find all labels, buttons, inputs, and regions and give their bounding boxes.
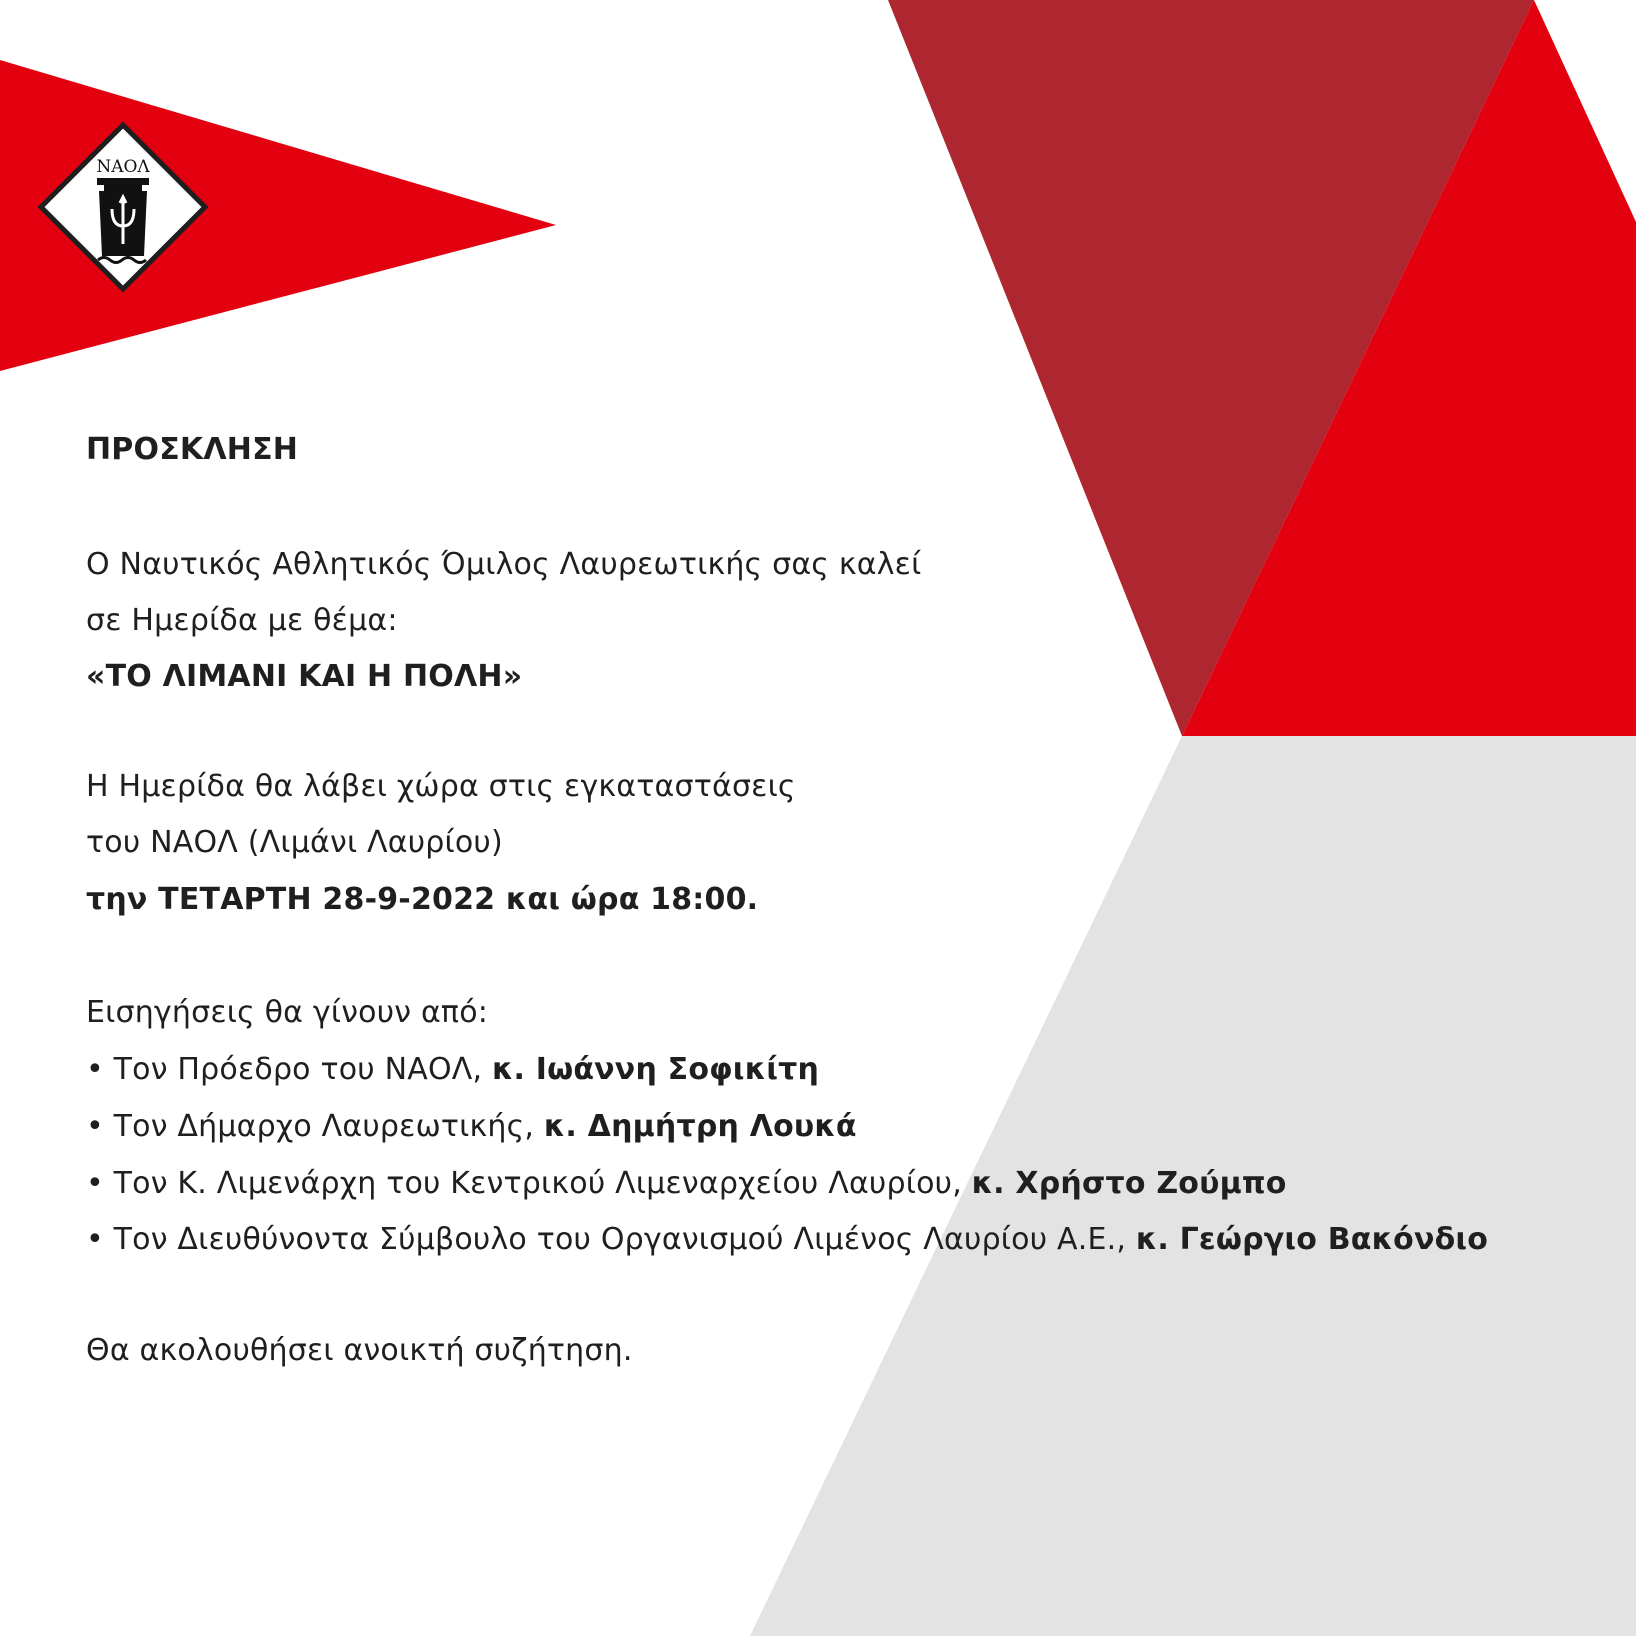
column-neck bbox=[104, 185, 142, 191]
speaker-role: Τον Διευθύνοντα Σύμβουλο του Οργανισμού Λιμένος Λαυρίου Α.Ε., bbox=[113, 1222, 1136, 1257]
closing-note: Θα ακολουθήσει ανοικτή συζήτηση. bbox=[86, 1333, 633, 1368]
speaker-item bbox=[86, 1109, 857, 1145]
speaker-item bbox=[86, 1222, 1488, 1258]
venue-line-1: Η Ημερίδα θα λάβει χώρα στις εγκαταστάσεις bbox=[86, 769, 796, 804]
column-capital bbox=[97, 178, 149, 185]
speaker-role: Τον Πρόεδρο του ΝΑΟΛ, bbox=[113, 1052, 492, 1087]
heading: ΠΡΟΣΚΛΗΣΗ bbox=[86, 432, 299, 467]
speaker-role: Τον Δήμαρχο Λαυρεωτικής, bbox=[113, 1109, 544, 1144]
speaker-name: κ. Δημήτρη Λουκά bbox=[543, 1109, 857, 1144]
speaker-item bbox=[86, 1166, 1287, 1202]
intro-line-2: σε Ημερίδα με θέμα: bbox=[86, 603, 398, 638]
speakers-intro: Εισηγήσεις θα γίνουν από: bbox=[86, 995, 489, 1030]
club-pennant-flag bbox=[0, 60, 560, 372]
speaker-name: κ. Γεώργιο Βακόνδιο bbox=[1135, 1222, 1489, 1257]
intro-line-1: Ο Ναυτικός Αθλητικός Όμιλος Λαυρεωτικής σας καλεί bbox=[86, 547, 922, 582]
logo-text: ΝΑΟΛ bbox=[96, 157, 150, 177]
speaker-item bbox=[86, 1052, 819, 1088]
event-datetime: την ΤΕΤΑΡΤΗ 28-9-2022 και ώρα 18:00. bbox=[86, 882, 759, 917]
speaker-role: Τον Κ. Λιμενάρχη του Κεντρικού Λιμεναρχείου Λαυρίου, bbox=[113, 1166, 972, 1201]
speaker-name: κ. Ιωάννη Σοφικίτη bbox=[491, 1052, 820, 1087]
venue-line-2: του ΝΑΟΛ (Λιμάνι Λαυρίου) bbox=[86, 825, 503, 860]
speaker-name: κ. Χρήστο Ζούμπο bbox=[971, 1166, 1287, 1201]
event-topic: «ΤΟ ΛΙΜΑΝΙ ΚΑΙ Η ΠΟΛΗ» bbox=[86, 659, 523, 694]
